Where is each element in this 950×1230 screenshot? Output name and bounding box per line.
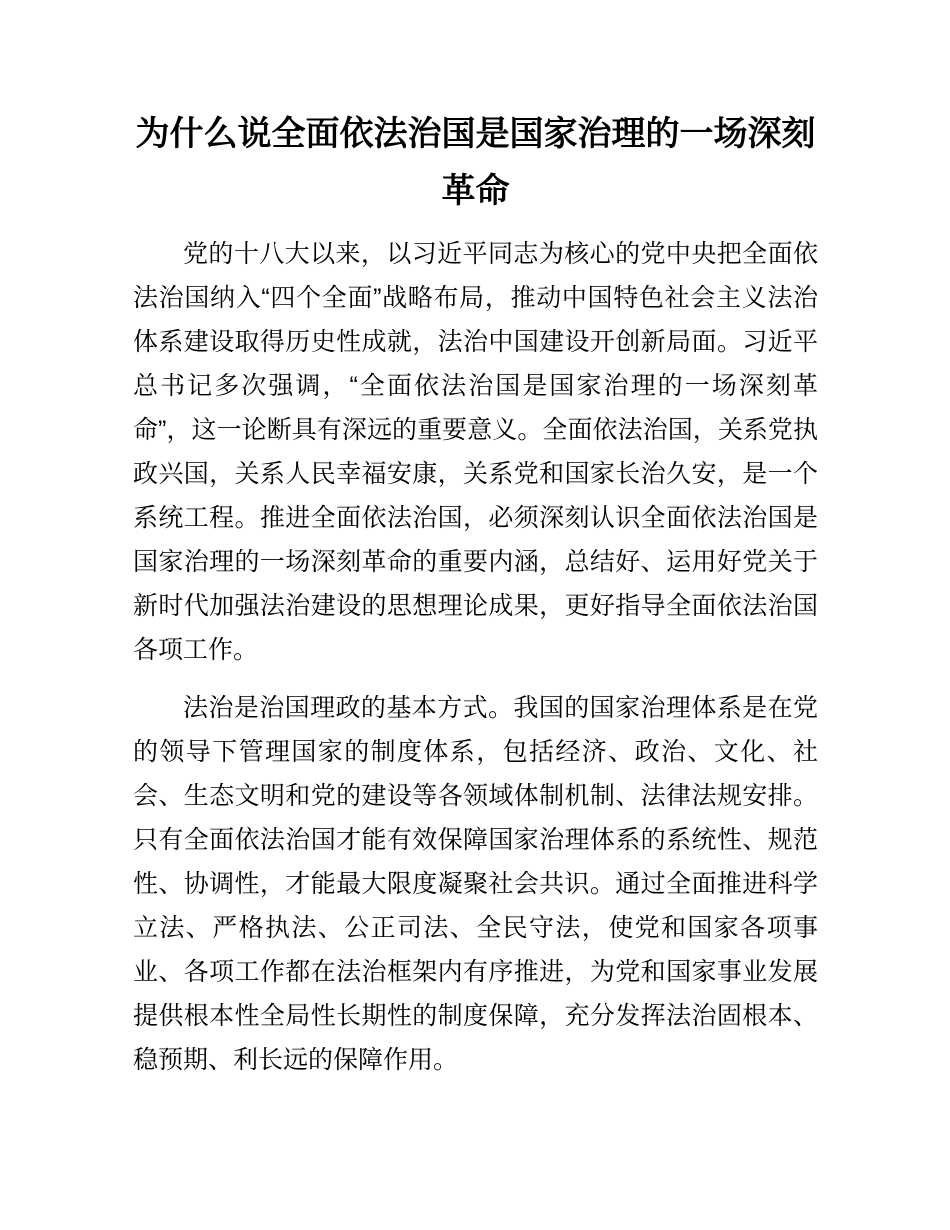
paragraph-1: 党的十八大以来，以习近平同志为核心的党中央把全面依法治国纳入“四个全面”战略布局，推动中国特色社会主义法治体系建设取得历史性成就，法治中国建设开创新局面。习近平总书记多次强调，“全面依法治国是国家治理的一场深刻革命”，这一论断具有深远的重要意义。全面依法治国，关系党执政兴国，关系人民幸福安康，关系党和国家长治久安，是一个系统工程。推进全面依法治国，必须深刻认识全面依法治国是国家治理的一场深刻革命的重要内涵，总结好、运用好党关于新时代加强法治建设的思想理论成果，更好指导全面依法治国各项工作。 <box>133 240 818 664</box>
document-title: 为什么说全面依法治国是国家治理的一场深刻革命 <box>135 115 816 210</box>
paragraph-2: 法治是治国理政的基本方式。我国的国家治理体系是在党的领导下管理国家的制度体系，包括经济、政治、文化、社会、生态文明和党的建设等各领域体制机制、法律法规安排。只有全面依法治国才能有效保障国家治理体系的系统性、规范性、协调性，才能最大限度凝聚社会共识。通过全面推进科学立法、严格执法、公正司法、全民守法，使党和国家各项事业、各项工作都在法治框架内有序推进，为党和国家事业发展提供根本性全局性长期性的制度保障，充分发挥法治固根本、稳预期、利长远的保障作用。 <box>133 694 818 1074</box>
